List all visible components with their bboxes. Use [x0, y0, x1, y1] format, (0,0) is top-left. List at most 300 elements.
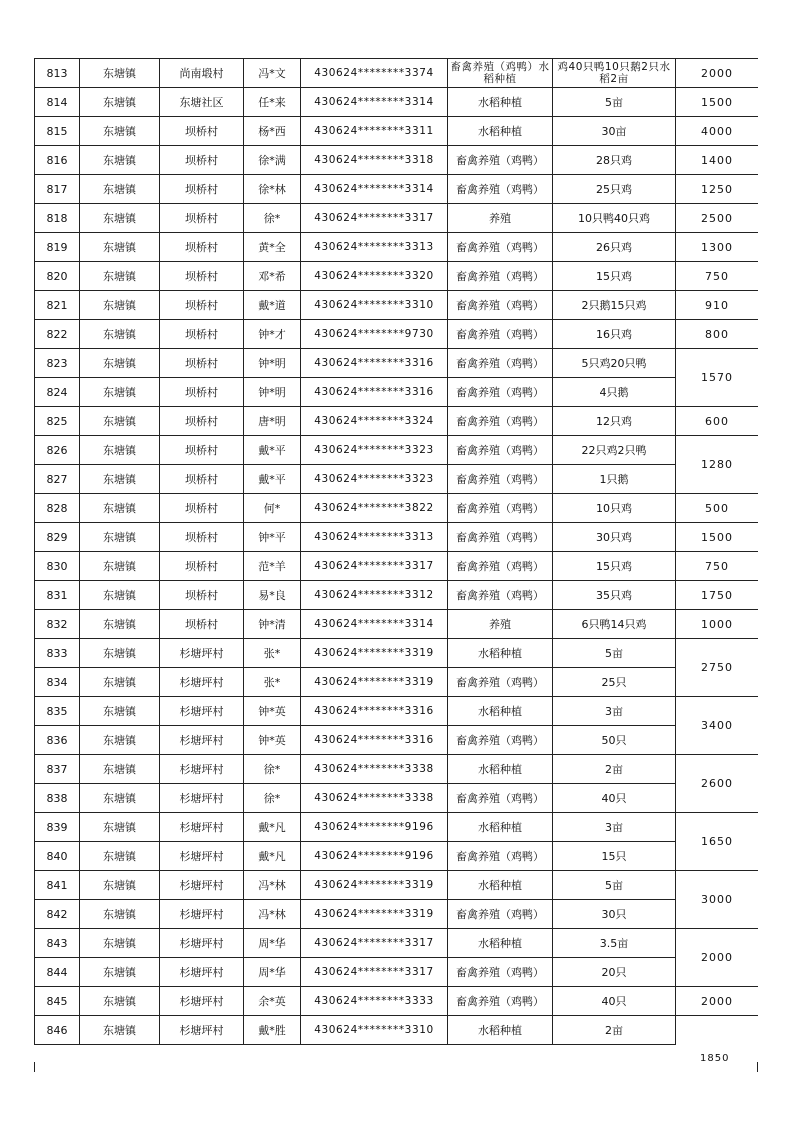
row-number-cell: 825: [35, 407, 80, 436]
table-row: [35, 784, 759, 813]
row-number-cell: 836: [35, 726, 80, 755]
village-cell: 坝桥村: [160, 494, 244, 523]
town-cell: 东塘镇: [80, 726, 160, 755]
id-number-cell: 430624********3822: [301, 494, 448, 523]
project-cell: 畜禽养殖（鸡鸭）: [448, 320, 553, 349]
scale-cell: 30亩: [553, 117, 676, 146]
town-cell: 东塘镇: [80, 175, 160, 204]
row-number-cell: 821: [35, 291, 80, 320]
row-number-cell: 835: [35, 697, 80, 726]
town-cell: 东塘镇: [80, 117, 160, 146]
table-row: [35, 465, 759, 494]
name-cell: 徐*林: [244, 175, 301, 204]
village-cell: 坝桥村: [160, 552, 244, 581]
town-cell: 东塘镇: [80, 291, 160, 320]
id-number-cell: 430624********3324: [301, 407, 448, 436]
project-cell: 水稻种植: [448, 755, 553, 784]
amount-cell: 4000: [676, 117, 759, 146]
town-cell: 东塘镇: [80, 958, 160, 987]
amount-cell: 2000: [676, 59, 759, 88]
amount-cell: [676, 1016, 759, 1045]
project-cell: 畜禽养殖（鸡鸭）: [448, 378, 553, 407]
table-row: [35, 320, 759, 349]
project-cell: 畜禽养殖（鸡鸭）: [448, 842, 553, 871]
scale-cell: 26只鸡: [553, 233, 676, 262]
scale-cell: 28只鸡: [553, 146, 676, 175]
project-cell: 养殖: [448, 610, 553, 639]
row-number-cell: 840: [35, 842, 80, 871]
row-number-cell: 820: [35, 262, 80, 291]
village-cell: 坝桥村: [160, 146, 244, 175]
id-number-cell: 430624********3320: [301, 262, 448, 291]
id-number-cell: 430624********3316: [301, 349, 448, 378]
scale-cell: 1只鹅: [553, 465, 676, 494]
row-number-cell: 828: [35, 494, 80, 523]
project-cell: 畜禽养殖（鸡鸭）: [448, 494, 553, 523]
project-cell: 水稻种植: [448, 117, 553, 146]
town-cell: 东塘镇: [80, 233, 160, 262]
row-number-cell: 845: [35, 987, 80, 1016]
name-cell: 冯*文: [244, 59, 301, 88]
project-cell: 养殖: [448, 204, 553, 233]
project-cell: 畜禽养殖（鸡鸭）水稻种植: [448, 59, 553, 88]
scale-cell: 5亩: [553, 639, 676, 668]
id-number-cell: 430624********3338: [301, 784, 448, 813]
village-cell: 杉塘坪村: [160, 697, 244, 726]
amount-cell: 1750: [676, 581, 759, 610]
project-cell: 畜禽养殖（鸡鸭）: [448, 900, 553, 929]
table-edge-left: [34, 1062, 35, 1072]
amount-cell: 1500: [676, 88, 759, 117]
town-cell: 东塘镇: [80, 668, 160, 697]
row-number-cell: 813: [35, 59, 80, 88]
row-number-cell: 819: [35, 233, 80, 262]
project-cell: 水稻种植: [448, 1016, 553, 1045]
table-row: [35, 494, 759, 523]
name-cell: 张*: [244, 668, 301, 697]
scale-cell: 鸡40只鸭10只鹅2只水稻2亩: [553, 59, 676, 88]
amount-cell: 1280: [676, 436, 759, 494]
name-cell: 杨*西: [244, 117, 301, 146]
table-row: [35, 871, 759, 900]
village-cell: 坝桥村: [160, 581, 244, 610]
town-cell: 东塘镇: [80, 378, 160, 407]
scale-cell: 5只鸡20只鸭: [553, 349, 676, 378]
id-number-cell: 430624********3314: [301, 610, 448, 639]
table-row: [35, 929, 759, 958]
amount-cell: 1000: [676, 610, 759, 639]
scale-cell: 20只: [553, 958, 676, 987]
scale-cell: 3亩: [553, 697, 676, 726]
name-cell: 戴*胜: [244, 1016, 301, 1045]
village-cell: 杉塘坪村: [160, 987, 244, 1016]
village-cell: 坝桥村: [160, 407, 244, 436]
table-row: [35, 291, 759, 320]
row-number-cell: 830: [35, 552, 80, 581]
table-row: [35, 349, 759, 378]
id-number-cell: 430624********3313: [301, 233, 448, 262]
table-row: [35, 639, 759, 668]
name-cell: 戴*平: [244, 465, 301, 494]
name-cell: 张*: [244, 639, 301, 668]
scale-cell: 25只鸡: [553, 175, 676, 204]
village-cell: 坝桥村: [160, 523, 244, 552]
name-cell: 徐*满: [244, 146, 301, 175]
table-row: [35, 1016, 759, 1045]
project-cell: 畜禽养殖（鸡鸭）: [448, 465, 553, 494]
project-cell: 水稻种植: [448, 929, 553, 958]
village-cell: 杉塘坪村: [160, 668, 244, 697]
id-number-cell: 430624********3316: [301, 726, 448, 755]
project-cell: 畜禽养殖（鸡鸭）: [448, 552, 553, 581]
scale-cell: 3亩: [553, 813, 676, 842]
village-cell: 杉塘坪村: [160, 842, 244, 871]
id-number-cell: 430624********3317: [301, 204, 448, 233]
project-cell: 水稻种植: [448, 639, 553, 668]
town-cell: 东塘镇: [80, 494, 160, 523]
scale-cell: 15只鸡: [553, 552, 676, 581]
row-number-cell: 846: [35, 1016, 80, 1045]
table-row: [35, 146, 759, 175]
table-row: [35, 755, 759, 784]
village-cell: 坝桥村: [160, 610, 244, 639]
town-cell: 东塘镇: [80, 204, 160, 233]
village-cell: 坝桥村: [160, 378, 244, 407]
row-number-cell: 829: [35, 523, 80, 552]
subsidy-table-sheet: [34, 58, 758, 1068]
name-cell: 戴*道: [244, 291, 301, 320]
village-cell: 东塘社区: [160, 88, 244, 117]
id-number-cell: 430624********3312: [301, 581, 448, 610]
village-cell: 坝桥村: [160, 291, 244, 320]
name-cell: 易*良: [244, 581, 301, 610]
scale-cell: 3.5亩: [553, 929, 676, 958]
row-number-cell: 842: [35, 900, 80, 929]
project-cell: 畜禽养殖（鸡鸭）: [448, 958, 553, 987]
row-number-cell: 817: [35, 175, 80, 204]
cut-off-amount: 1850: [700, 1053, 730, 1064]
scale-cell: 10只鸭40只鸡: [553, 204, 676, 233]
table-row: [35, 610, 759, 639]
name-cell: 钟*才: [244, 320, 301, 349]
village-cell: 杉塘坪村: [160, 929, 244, 958]
row-number-cell: 826: [35, 436, 80, 465]
village-cell: 杉塘坪村: [160, 900, 244, 929]
amount-cell: 2750: [676, 639, 759, 697]
subsidy-table: [34, 58, 758, 1045]
amount-cell: 1400: [676, 146, 759, 175]
town-cell: 东塘镇: [80, 465, 160, 494]
name-cell: 周*华: [244, 958, 301, 987]
scale-cell: 12只鸡: [553, 407, 676, 436]
amount-cell: 1250: [676, 175, 759, 204]
table-row: [35, 697, 759, 726]
table-row: [35, 233, 759, 262]
project-cell: 畜禽养殖（鸡鸭）: [448, 987, 553, 1016]
scale-cell: 15只鸡: [553, 262, 676, 291]
scale-cell: 50只: [553, 726, 676, 755]
row-number-cell: 841: [35, 871, 80, 900]
id-number-cell: 430624********9730: [301, 320, 448, 349]
project-cell: 畜禽养殖（鸡鸭）: [448, 291, 553, 320]
row-number-cell: 818: [35, 204, 80, 233]
table-row: [35, 117, 759, 146]
row-number-cell: 822: [35, 320, 80, 349]
town-cell: 东塘镇: [80, 755, 160, 784]
name-cell: 唐*明: [244, 407, 301, 436]
amount-cell: 600: [676, 407, 759, 436]
table-row: [35, 813, 759, 842]
village-cell: 杉塘坪村: [160, 755, 244, 784]
scale-cell: 30只鸡: [553, 523, 676, 552]
town-cell: 东塘镇: [80, 146, 160, 175]
amount-cell: 2000: [676, 987, 759, 1016]
scale-cell: 16只鸡: [553, 320, 676, 349]
town-cell: 东塘镇: [80, 987, 160, 1016]
village-cell: 杉塘坪村: [160, 958, 244, 987]
name-cell: 戴*平: [244, 436, 301, 465]
id-number-cell: 430624********3338: [301, 755, 448, 784]
amount-cell: 910: [676, 291, 759, 320]
name-cell: 任*来: [244, 88, 301, 117]
scale-cell: 4只鹅: [553, 378, 676, 407]
village-cell: 坝桥村: [160, 436, 244, 465]
name-cell: 黄*全: [244, 233, 301, 262]
id-number-cell: 430624********3317: [301, 552, 448, 581]
town-cell: 东塘镇: [80, 1016, 160, 1045]
project-cell: 畜禽养殖（鸡鸭）: [448, 726, 553, 755]
village-cell: 坝桥村: [160, 233, 244, 262]
project-cell: 畜禽养殖（鸡鸭）: [448, 668, 553, 697]
town-cell: 东塘镇: [80, 697, 160, 726]
id-number-cell: 430624********3317: [301, 958, 448, 987]
row-number-cell: 823: [35, 349, 80, 378]
scale-cell: 2亩: [553, 1016, 676, 1045]
project-cell: 水稻种植: [448, 871, 553, 900]
town-cell: 东塘镇: [80, 349, 160, 378]
amount-cell: 3400: [676, 697, 759, 755]
name-cell: 钟*平: [244, 523, 301, 552]
name-cell: 钟*清: [244, 610, 301, 639]
id-number-cell: 430624********3323: [301, 465, 448, 494]
amount-cell: 1300: [676, 233, 759, 262]
table-row: [35, 407, 759, 436]
id-number-cell: 430624********3311: [301, 117, 448, 146]
name-cell: 戴*凡: [244, 813, 301, 842]
table-row: [35, 987, 759, 1016]
table-row: [35, 88, 759, 117]
table-row: [35, 523, 759, 552]
scale-cell: 5亩: [553, 88, 676, 117]
id-number-cell: 430624********3374: [301, 59, 448, 88]
amount-cell: 2500: [676, 204, 759, 233]
name-cell: 徐*: [244, 755, 301, 784]
town-cell: 东塘镇: [80, 929, 160, 958]
row-number-cell: 844: [35, 958, 80, 987]
village-cell: 坝桥村: [160, 117, 244, 146]
scale-cell: 22只鸡2只鸭: [553, 436, 676, 465]
id-number-cell: 430624********3319: [301, 639, 448, 668]
scale-cell: 2只鹅15只鸡: [553, 291, 676, 320]
table-row: [35, 958, 759, 987]
town-cell: 东塘镇: [80, 320, 160, 349]
table-row: [35, 59, 759, 88]
project-cell: 畜禽养殖（鸡鸭）: [448, 523, 553, 552]
id-number-cell: 430624********9196: [301, 842, 448, 871]
village-cell: 杉塘坪村: [160, 813, 244, 842]
village-cell: 杉塘坪村: [160, 726, 244, 755]
village-cell: 坝桥村: [160, 349, 244, 378]
project-cell: 畜禽养殖（鸡鸭）: [448, 175, 553, 204]
amount-cell: 2600: [676, 755, 759, 813]
table-row: [35, 581, 759, 610]
name-cell: 钟*明: [244, 378, 301, 407]
project-cell: 畜禽养殖（鸡鸭）: [448, 407, 553, 436]
row-number-cell: 838: [35, 784, 80, 813]
village-cell: 杉塘坪村: [160, 784, 244, 813]
town-cell: 东塘镇: [80, 262, 160, 291]
table-row: [35, 204, 759, 233]
project-cell: 畜禽养殖（鸡鸭）: [448, 262, 553, 291]
id-number-cell: 430624********3316: [301, 697, 448, 726]
id-number-cell: 430624********3310: [301, 291, 448, 320]
village-cell: 坝桥村: [160, 175, 244, 204]
row-number-cell: 816: [35, 146, 80, 175]
id-number-cell: 430624********3313: [301, 523, 448, 552]
id-number-cell: 430624********3319: [301, 668, 448, 697]
town-cell: 东塘镇: [80, 784, 160, 813]
town-cell: 东塘镇: [80, 59, 160, 88]
id-number-cell: 430624********3314: [301, 88, 448, 117]
row-number-cell: 827: [35, 465, 80, 494]
town-cell: 东塘镇: [80, 639, 160, 668]
amount-cell: 3000: [676, 871, 759, 929]
row-number-cell: 837: [35, 755, 80, 784]
row-number-cell: 843: [35, 929, 80, 958]
town-cell: 东塘镇: [80, 900, 160, 929]
town-cell: 东塘镇: [80, 523, 160, 552]
table-row: [35, 378, 759, 407]
table-row: [35, 900, 759, 929]
village-cell: 杉塘坪村: [160, 871, 244, 900]
row-number-cell: 831: [35, 581, 80, 610]
amount-cell: 500: [676, 494, 759, 523]
name-cell: 何*: [244, 494, 301, 523]
amount-cell: 800: [676, 320, 759, 349]
id-number-cell: 430624********3310: [301, 1016, 448, 1045]
name-cell: 徐*: [244, 784, 301, 813]
table-edge-right: [757, 1062, 758, 1072]
project-cell: 畜禽养殖（鸡鸭）: [448, 784, 553, 813]
village-cell: 坝桥村: [160, 465, 244, 494]
name-cell: 冯*林: [244, 900, 301, 929]
name-cell: 徐*: [244, 204, 301, 233]
scale-cell: 35只鸡: [553, 581, 676, 610]
name-cell: 邓*希: [244, 262, 301, 291]
project-cell: 畜禽养殖（鸡鸭）: [448, 436, 553, 465]
scale-cell: 40只: [553, 987, 676, 1016]
town-cell: 东塘镇: [80, 813, 160, 842]
amount-cell: 2000: [676, 929, 759, 987]
scale-cell: 10只鸡: [553, 494, 676, 523]
village-cell: 尚南塅村: [160, 59, 244, 88]
amount-cell: 1650: [676, 813, 759, 871]
scale-cell: 15只: [553, 842, 676, 871]
table-row: [35, 552, 759, 581]
name-cell: 钟*明: [244, 349, 301, 378]
name-cell: 周*华: [244, 929, 301, 958]
id-number-cell: 430624********3333: [301, 987, 448, 1016]
project-cell: 畜禽养殖（鸡鸭）: [448, 349, 553, 378]
table-row: [35, 668, 759, 697]
row-number-cell: 833: [35, 639, 80, 668]
name-cell: 范*羊: [244, 552, 301, 581]
scale-cell: 5亩: [553, 871, 676, 900]
row-number-cell: 839: [35, 813, 80, 842]
town-cell: 东塘镇: [80, 407, 160, 436]
id-number-cell: 430624********3318: [301, 146, 448, 175]
id-number-cell: 430624********9196: [301, 813, 448, 842]
id-number-cell: 430624********3314: [301, 175, 448, 204]
amount-cell: 750: [676, 262, 759, 291]
row-number-cell: 815: [35, 117, 80, 146]
row-number-cell: 824: [35, 378, 80, 407]
table-row: [35, 726, 759, 755]
project-cell: 畜禽养殖（鸡鸭）: [448, 581, 553, 610]
scale-cell: 2亩: [553, 755, 676, 784]
scale-cell: 30只: [553, 900, 676, 929]
id-number-cell: 430624********3319: [301, 900, 448, 929]
project-cell: 畜禽养殖（鸡鸭）: [448, 146, 553, 175]
table-body: [35, 59, 759, 1045]
table-row: [35, 842, 759, 871]
name-cell: 戴*凡: [244, 842, 301, 871]
project-cell: 水稻种植: [448, 697, 553, 726]
town-cell: 东塘镇: [80, 88, 160, 117]
project-cell: 水稻种植: [448, 88, 553, 117]
name-cell: 余*英: [244, 987, 301, 1016]
scale-cell: 40只: [553, 784, 676, 813]
amount-cell: 750: [676, 552, 759, 581]
village-cell: 坝桥村: [160, 320, 244, 349]
village-cell: 杉塘坪村: [160, 639, 244, 668]
table-row: [35, 436, 759, 465]
scale-cell: 6只鸭14只鸡: [553, 610, 676, 639]
village-cell: 坝桥村: [160, 204, 244, 233]
town-cell: 东塘镇: [80, 436, 160, 465]
row-number-cell: 834: [35, 668, 80, 697]
row-number-cell: 832: [35, 610, 80, 639]
amount-cell: 1570: [676, 349, 759, 407]
id-number-cell: 430624********3323: [301, 436, 448, 465]
table-row: [35, 175, 759, 204]
id-number-cell: 430624********3319: [301, 871, 448, 900]
town-cell: 东塘镇: [80, 842, 160, 871]
row-number-cell: 814: [35, 88, 80, 117]
name-cell: 钟*英: [244, 697, 301, 726]
id-number-cell: 430624********3317: [301, 929, 448, 958]
project-cell: 畜禽养殖（鸡鸭）: [448, 233, 553, 262]
town-cell: 东塘镇: [80, 552, 160, 581]
town-cell: 东塘镇: [80, 581, 160, 610]
id-number-cell: 430624********3316: [301, 378, 448, 407]
scale-cell: 25只: [553, 668, 676, 697]
town-cell: 东塘镇: [80, 871, 160, 900]
table-row: [35, 262, 759, 291]
name-cell: 冯*林: [244, 871, 301, 900]
village-cell: 坝桥村: [160, 262, 244, 291]
village-cell: 杉塘坪村: [160, 1016, 244, 1045]
